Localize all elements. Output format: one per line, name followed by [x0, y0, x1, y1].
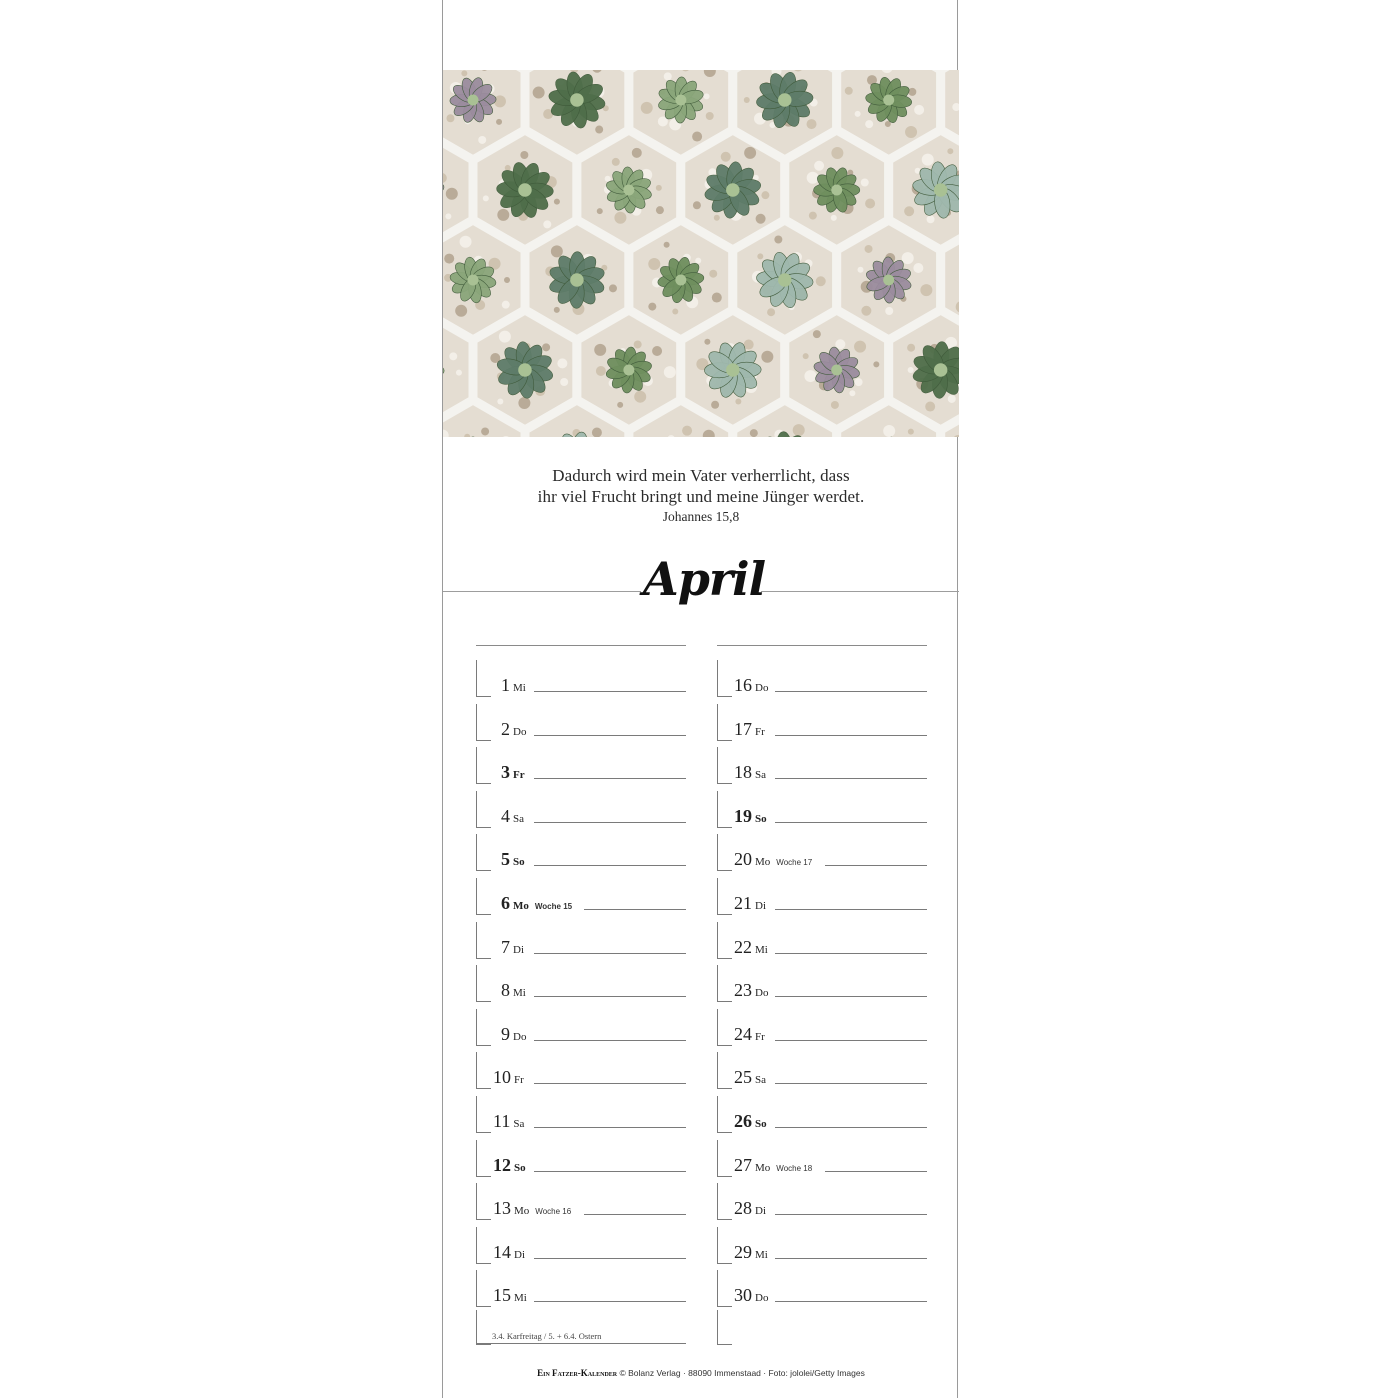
pebble [831, 147, 843, 159]
day-row[interactable] [717, 1084, 929, 1131]
pebble [461, 70, 467, 76]
weekday: Sa [513, 812, 524, 825]
pebble [641, 102, 653, 114]
day-label [734, 1285, 770, 1306]
day-number: 9 [501, 1023, 510, 1044]
pebble [656, 185, 662, 191]
notes-bracket [717, 1310, 732, 1345]
notes-row [476, 1310, 688, 1341]
day-number: 24 [734, 1023, 752, 1044]
day-row[interactable] [717, 953, 929, 1001]
pebble [845, 87, 853, 95]
pebble [446, 188, 458, 200]
day-number: 13 [493, 1198, 511, 1219]
pebble [656, 206, 664, 214]
day-row[interactable] [717, 866, 929, 913]
pebble [605, 176, 611, 182]
day-number: 7 [501, 936, 510, 957]
day-number: 5 [501, 849, 510, 870]
day-bracket [717, 1270, 732, 1307]
pebble [554, 307, 560, 313]
succulent-hexagon-image [443, 70, 959, 437]
pebble [632, 148, 642, 158]
day-row[interactable] [717, 1171, 929, 1219]
day-writing-line [775, 1301, 927, 1302]
pebble [947, 148, 953, 154]
day-row[interactable] [476, 866, 688, 913]
day-number: 18 [734, 762, 752, 783]
weekday: Di [513, 943, 524, 956]
pebble [617, 402, 623, 408]
footer-brand: Ein Fatzer-Kalender [537, 1368, 618, 1378]
calendar-page [442, 0, 958, 1398]
pebble [614, 212, 626, 224]
pebble [612, 158, 620, 166]
weekday: Do [755, 1292, 769, 1305]
day-number: 3 [501, 762, 510, 783]
day-row[interactable] [717, 692, 929, 739]
pebble [908, 429, 914, 435]
pebble [709, 270, 717, 278]
day-bracket [476, 1270, 491, 1307]
weekday: Di [755, 1205, 766, 1218]
pebble [813, 330, 821, 338]
pebble [456, 370, 462, 376]
pebble [560, 378, 568, 386]
pebble [478, 136, 486, 144]
week-number: Woche 17 [776, 858, 813, 868]
weekday: Fr [514, 1074, 524, 1087]
pebble [557, 358, 567, 368]
day-number: 20 [734, 849, 752, 870]
month-rule-right [761, 591, 959, 592]
day-row[interactable] [717, 779, 929, 826]
weekday: So [514, 1161, 526, 1174]
day-number: 12 [493, 1154, 511, 1175]
succulents-photo [443, 70, 959, 437]
pebble [948, 395, 956, 403]
day-number: 10 [493, 1067, 511, 1088]
day-row[interactable] [476, 822, 688, 870]
pebble [693, 201, 701, 209]
month-rule-left [443, 591, 641, 592]
weekday: Di [755, 900, 766, 912]
day-label [493, 1285, 529, 1306]
pebble [908, 367, 914, 373]
pebble [761, 191, 769, 199]
day-number: 26 [734, 1111, 752, 1131]
pebble [496, 119, 502, 125]
pebble [831, 401, 839, 409]
week-number: Woche 16 [535, 1207, 572, 1217]
pebble [711, 401, 719, 409]
day-row[interactable] [476, 1258, 688, 1306]
pebble [902, 252, 914, 264]
pebble [865, 120, 873, 128]
day-row[interactable] [476, 997, 688, 1044]
day-row[interactable] [476, 1040, 688, 1088]
day-row[interactable] [476, 735, 688, 783]
day-number: 22 [734, 936, 752, 957]
weekday: Mi [513, 682, 526, 694]
pebble [744, 97, 750, 103]
pebble [664, 366, 676, 378]
pebble [664, 242, 670, 248]
day-row[interactable] [717, 1128, 929, 1175]
pebble [554, 199, 560, 205]
pebble [816, 276, 826, 286]
day-number: 15 [493, 1285, 511, 1306]
pebble [757, 253, 763, 259]
weekday: Mo [755, 1161, 771, 1174]
weekday: Mo [514, 1205, 530, 1218]
pebble [814, 161, 824, 171]
weekday: So [755, 1118, 767, 1130]
pebble [807, 172, 819, 184]
day-row[interactable] [476, 692, 688, 739]
footer-credits: © Bolanz Verlag · 88090 Immenstaad · Foto: jololei/Getty Images [619, 1368, 865, 1378]
pebble [518, 397, 530, 409]
weekday: Do [513, 725, 527, 738]
day-number: 14 [493, 1241, 511, 1262]
day-row[interactable] [476, 1215, 688, 1262]
pebble [761, 351, 773, 363]
day-row[interactable] [476, 910, 688, 957]
day-row[interactable] [476, 1084, 688, 1131]
pebble [835, 339, 845, 349]
pebble [925, 402, 935, 412]
weekday: Do [513, 1030, 527, 1043]
weekday: Do [755, 987, 769, 1000]
pebble [865, 245, 873, 253]
bible-verse [443, 465, 959, 525]
notes-rule [476, 1343, 686, 1344]
pebble [597, 208, 603, 214]
pebble [497, 399, 503, 405]
pebble [609, 284, 617, 292]
pebble [767, 308, 775, 316]
pebble [595, 126, 603, 134]
pebble [861, 178, 869, 186]
pebble [499, 331, 511, 343]
pebble [504, 277, 510, 283]
notes-row [717, 1310, 929, 1336]
pebble [664, 72, 672, 80]
pebble [803, 353, 809, 359]
footer [443, 1368, 959, 1378]
weekday: Mi [755, 1248, 768, 1261]
pebble [634, 340, 642, 348]
pebble [648, 303, 656, 311]
weekday: Fr [755, 725, 765, 738]
weekday: Sa [755, 769, 766, 782]
pebble [455, 305, 467, 317]
day-writing-line [534, 1301, 686, 1302]
pebble [594, 344, 606, 356]
week-number: Woche 18 [776, 1163, 813, 1173]
weekday: So [755, 812, 767, 825]
pebble [854, 341, 866, 353]
pebble [744, 147, 756, 159]
pebble [648, 258, 660, 270]
pebble [927, 215, 935, 223]
pebble [721, 152, 731, 162]
day-number: 19 [734, 805, 752, 826]
pebble [735, 399, 741, 405]
day-number: 11 [493, 1111, 511, 1131]
weekday: Mi [513, 987, 526, 1000]
day-number: 25 [734, 1067, 752, 1088]
pebble [692, 132, 702, 142]
day-row[interactable] [717, 822, 929, 870]
pebble [809, 212, 817, 220]
pebble [855, 378, 863, 386]
pebble [704, 93, 710, 99]
pebble [774, 236, 782, 244]
pebble [905, 126, 917, 138]
pebble [908, 88, 916, 96]
day-row[interactable] [717, 735, 929, 783]
pebble [804, 370, 816, 382]
day-number: 28 [734, 1198, 752, 1219]
day-row[interactable] [717, 648, 929, 695]
pebble [883, 425, 895, 437]
pebble [849, 390, 855, 396]
day-number: 17 [734, 718, 752, 739]
day-row[interactable] [717, 1215, 929, 1262]
pebble [502, 301, 510, 309]
day-row[interactable] [717, 997, 929, 1044]
verse-line-2: ihr viel Frucht bringt und meine Jünger werdet. [537, 487, 865, 506]
pebble [533, 87, 545, 99]
pebble [543, 220, 551, 228]
pebble [542, 343, 550, 351]
pebble [873, 361, 879, 367]
day-row[interactable] [717, 910, 929, 957]
weekday: Sa [755, 1074, 766, 1087]
day-row[interactable] [476, 779, 688, 826]
pebble [904, 206, 914, 216]
day-number: 30 [734, 1285, 752, 1306]
pebble [907, 344, 915, 352]
pebble [672, 309, 678, 315]
day-row[interactable] [476, 648, 688, 695]
week-number: Woche 15 [534, 902, 573, 911]
day-number: 27 [734, 1154, 752, 1175]
pebble [714, 215, 720, 221]
weekday: Fr [513, 769, 525, 782]
weekday: Do [755, 682, 769, 694]
day-number: 1 [501, 675, 510, 695]
pebble [704, 339, 710, 345]
pebble [520, 151, 528, 159]
day-row[interactable] [476, 1171, 688, 1219]
day-number: 6 [501, 893, 510, 913]
day-number: 16 [734, 675, 752, 695]
pebble [914, 105, 924, 115]
weekday: Mo [513, 900, 529, 912]
pebble [831, 215, 837, 221]
day-number: 4 [501, 805, 510, 826]
pebble [551, 245, 563, 257]
day-number: 2 [501, 718, 510, 739]
day-row[interactable] [476, 953, 688, 1001]
pebble [706, 112, 714, 120]
verse-reference: Johannes 15,8 [662, 509, 740, 524]
pebble [858, 267, 864, 273]
pebble [497, 209, 509, 221]
column-top-rule [717, 645, 927, 646]
notes-bracket [476, 1310, 491, 1345]
pebble [793, 424, 805, 436]
pebble [865, 198, 875, 208]
weekday: Mo [755, 856, 771, 869]
pebble [712, 293, 722, 303]
pebble [861, 306, 871, 316]
weekday: Mi [514, 1292, 527, 1305]
day-number: 8 [501, 980, 510, 1001]
pebble [750, 429, 758, 437]
pebble [460, 236, 472, 248]
pebble [756, 214, 766, 224]
day-number: 21 [734, 893, 752, 913]
day-row[interactable] [476, 1128, 688, 1175]
pebble [885, 307, 893, 315]
pebble [483, 195, 489, 201]
pebble [807, 119, 817, 129]
pebble [744, 340, 754, 350]
month-title: April [643, 552, 766, 606]
day-row[interactable] [717, 1040, 929, 1088]
pebble [922, 154, 934, 166]
pebble [920, 284, 932, 296]
weekday: Sa [513, 1118, 525, 1130]
weekday: Di [514, 1248, 525, 1261]
weekday: Mi [755, 943, 768, 956]
day-row[interactable] [717, 1258, 929, 1306]
pebble [596, 366, 606, 376]
holidays-note: 3.4. Karfreitag / 5. + 6.4. Ostern [492, 1331, 602, 1341]
day-number: 23 [734, 980, 752, 1001]
pebble [652, 346, 662, 356]
pebble [481, 427, 489, 435]
pebble [682, 426, 692, 436]
pebble [695, 258, 701, 264]
pebble [446, 114, 454, 122]
verse-line-1: Dadurch wird mein Vater verherrlicht, dass [552, 466, 850, 485]
pebble [913, 263, 923, 273]
pebble [634, 391, 646, 403]
pebble [445, 213, 451, 219]
pebble [449, 352, 457, 360]
pebble [505, 165, 511, 171]
weekday: So [513, 856, 525, 869]
pebble [444, 254, 454, 264]
weekday: Fr [755, 1030, 765, 1043]
pebble [855, 111, 861, 117]
day-number: 29 [734, 1241, 752, 1262]
column-top-rule [476, 645, 686, 646]
